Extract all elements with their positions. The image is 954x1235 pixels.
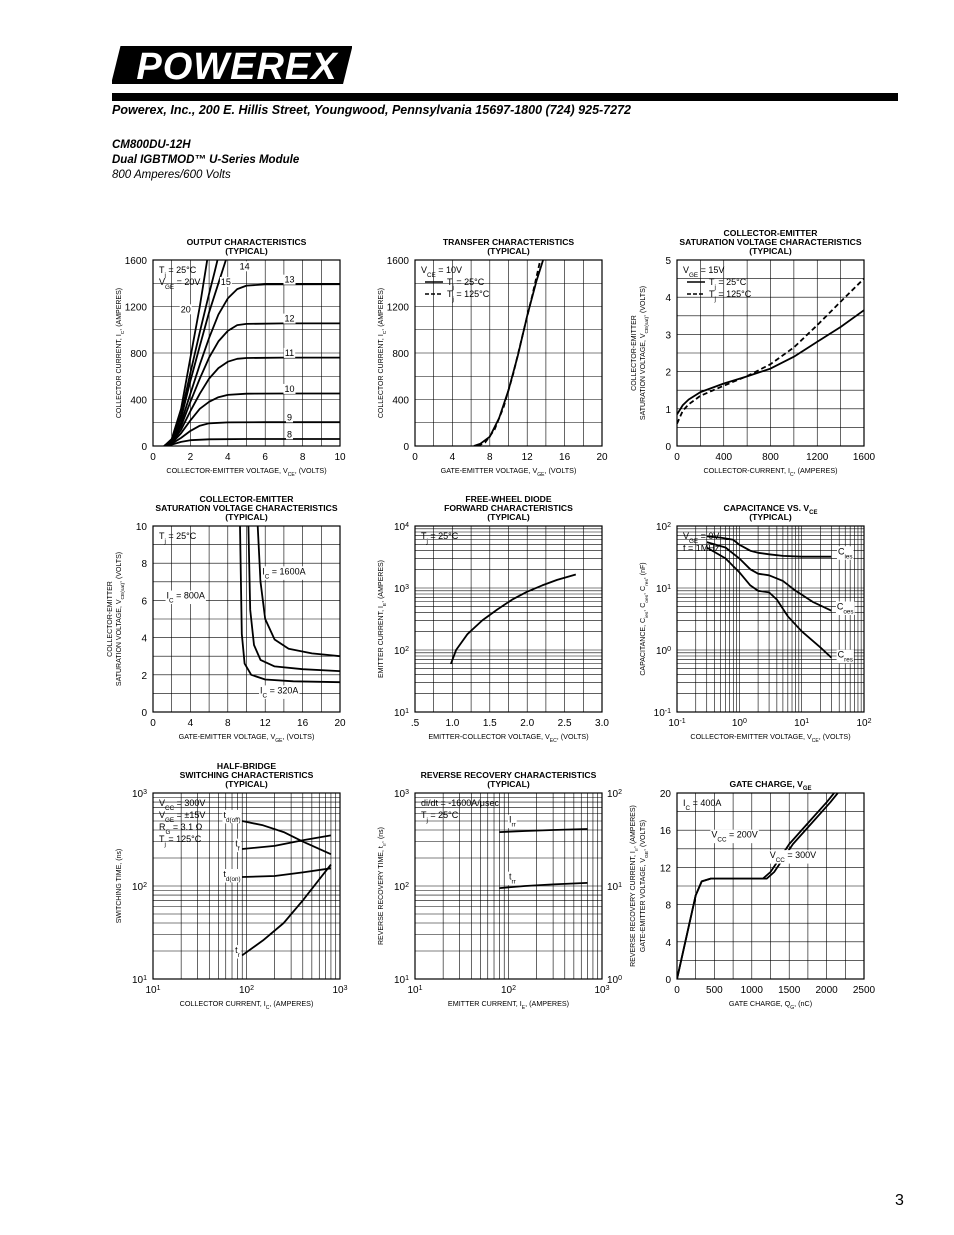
curve-label: $I_C = 1600A$	[262, 566, 306, 580]
y-tick-label: $10^3$	[131, 788, 147, 800]
y-axis-label: COLLECTOR CURRENT, $I_C$, (AMPERES)	[378, 287, 388, 419]
grid	[153, 793, 340, 979]
y-tick-label: $10^3$	[393, 788, 409, 800]
curve-label: $I_C = 320A$	[260, 685, 299, 699]
series-line	[242, 835, 331, 849]
curve-label: $t_{d(on)}$	[223, 868, 241, 883]
y-tick-label: $10^3$	[393, 583, 409, 595]
y-tick-label: 0	[665, 442, 671, 453]
curve-label: $t_r$	[235, 945, 240, 959]
y2-tick-label: $10^1$	[607, 881, 623, 893]
chart-annotation: $T_j = 25^\circ C$	[159, 265, 197, 279]
grid	[153, 526, 340, 712]
chart-title: FREE-WHEEL DIODE	[465, 494, 552, 504]
chart-annotation: f = 1MHz	[683, 543, 720, 553]
x-tick-label: 400	[715, 452, 733, 463]
series-lines	[242, 821, 331, 955]
x-tick-label: 1200	[806, 452, 829, 463]
x-tick-label: $10^1$	[145, 984, 161, 996]
x-tick-label: 800	[762, 452, 779, 463]
y-tick-label: 4	[141, 633, 147, 645]
y-tick-label: $10^2$	[393, 645, 409, 657]
x-axis-label: GATE-EMITTER VOLTAGE, $V_{GE}$, (VOLTS)	[178, 732, 315, 744]
y-tick-label: 0	[403, 442, 409, 453]
y-axis-label: COLLECTOR-EMITTER	[631, 315, 638, 391]
y-tick-label: 1600	[386, 256, 409, 267]
y-axis-label: REVERSE RECOVERY TIME, $t_{rr}$, (ns)	[378, 826, 388, 946]
curve-label: 8	[287, 429, 293, 440]
x-tick-label: 20	[334, 718, 346, 729]
chart-annotation: $V_{GE} = 20V$	[159, 277, 201, 291]
chart-title: COLLECTOR-EMITTER	[723, 228, 818, 238]
y-tick-label: 8	[665, 900, 671, 912]
series-line	[240, 526, 340, 682]
y-tick-label: $10^2$	[655, 521, 671, 533]
y-tick-label: 10	[135, 522, 147, 533]
curve-label: 9	[287, 412, 293, 423]
chart-switching	[116, 761, 348, 1011]
y-axis-label: COLLECTOR CURRENT, $I_C$, (AMPERES)	[116, 287, 126, 419]
chart-title: (TYPICAL)	[749, 512, 792, 522]
y2-tick-label: $10^0$	[607, 974, 623, 986]
legend-label: $T_j = 125^\circ C$	[709, 289, 752, 303]
y-tick-label: 2	[141, 670, 147, 682]
curve-label: 13	[284, 274, 295, 285]
chart-title: SWITCHING CHARACTERISTICS	[179, 770, 314, 780]
y-tick-label: $10^0$	[655, 645, 671, 657]
y-tick-label: 1600	[124, 256, 147, 267]
chart-annotation: di/dt = -1600A/μsec	[421, 798, 499, 808]
x-tick-label: 1000	[740, 985, 763, 996]
y-axis-label: GATE-EMITTER VOLTAGE, $V_{GE}$, (VOLTS)	[640, 819, 650, 953]
x-tick-label: 16	[297, 718, 309, 729]
x-tick-label: $10^2$	[856, 717, 872, 729]
chart-vcesat_ic	[631, 228, 876, 478]
x-axis-label: EMITTER-COLLECTOR VOLTAGE, $V_{EC}$, (VOLTS)	[428, 732, 589, 744]
series-line	[242, 868, 331, 877]
chart-annotation: $V_{GE} = 15V$	[683, 265, 725, 279]
y-tick-label: 1200	[386, 302, 409, 314]
chart-annotation: $V_{CC} = 300V$	[159, 798, 206, 812]
legend-entry	[425, 289, 490, 303]
chart-title: (TYPICAL)	[487, 246, 530, 256]
chart-title: SATURATION VOLTAGE CHARACTERISTICS	[679, 237, 862, 247]
y-axis-label: COLLECTOR-EMITTER	[107, 581, 114, 657]
chart-title: (TYPICAL)	[487, 512, 530, 522]
chart-title: (TYPICAL)	[225, 512, 268, 522]
company-address: Powerex, Inc., 200 E. Hillis Street, Youngwood, Pennsylvania 15697-1800 (724) 925-7272	[112, 103, 631, 117]
chart-title: SATURATION VOLTAGE CHARACTERISTICS	[155, 503, 338, 513]
x-tick-label: 4	[187, 718, 194, 729]
y-tick-label: 400	[130, 395, 147, 407]
product-name: Dual IGBTMOD™ U-Series Module	[112, 154, 300, 166]
y-tick-label: 2	[665, 367, 671, 379]
x-tick-label: $10^2$	[238, 984, 255, 996]
chart-annotation: $T_j = 25^\circ C$	[159, 531, 197, 545]
x-axis-label: GATE-EMITTER VOLTAGE, $V_{GE}$, (VOLTS)	[440, 466, 577, 478]
x-tick-label: $10^3$	[332, 984, 348, 996]
y-axis-label: SATURATION VOLTAGE, $V_{CE(sat)}$, (VOLTS)	[116, 551, 126, 687]
x-tick-label: 0	[150, 452, 156, 463]
page-number: 3	[895, 1192, 904, 1209]
chart-annotation: $V_{GE} = \pm 15V$	[159, 810, 206, 824]
x-tick-label: 0	[150, 718, 156, 729]
chart-title: (TYPICAL)	[225, 246, 268, 256]
curve-label: $C_{ies}$	[837, 546, 853, 560]
curve-label: 15	[220, 276, 231, 287]
x-tick-label: 2	[187, 452, 194, 463]
chart-diode	[378, 494, 609, 744]
grid	[677, 260, 864, 446]
x-tick-label: 12	[521, 452, 533, 463]
y-tick-label: 800	[392, 349, 409, 360]
y-tick-label: $10^2$	[131, 881, 147, 893]
legend-label: $T_j = 25^\circ C$	[447, 277, 485, 291]
x-tick-label: 20	[596, 452, 608, 463]
chart-title: TRANSFER CHARACTERISTICS	[442, 237, 575, 247]
y-axis-label: CAPACITANCE, $C_{ies}$, $C_{oes}$, $C_{res}$, (nF)	[640, 562, 650, 676]
y2-tick-label: $10^2$	[607, 788, 623, 800]
curve-label: $I_{rr}$	[509, 814, 516, 829]
curve-label: 14	[239, 261, 250, 272]
chart-annotation: $T_j = 25^\circ C$	[421, 531, 459, 545]
y2-axis-label: REVERSE RECOVERY CURRENT, $I_{rr}$, (AMPERES)	[630, 805, 640, 967]
x-tick-label: 3.0	[595, 718, 609, 729]
curve-label: $C_{res}$	[837, 649, 853, 664]
x-tick-label: 4	[225, 452, 231, 463]
y-tick-label: 400	[392, 395, 409, 407]
y-axis-label: SWITCHING TIME, (ns)	[116, 848, 123, 924]
y-tick-label: 6	[141, 596, 147, 608]
x-tick-label: 8	[225, 718, 231, 729]
x-tick-label: .5	[410, 718, 420, 729]
curve-label: $V_{CC} = 300V$	[769, 850, 817, 864]
y-tick-label: $10^{-1}$	[653, 707, 671, 719]
legend-label: $T_j = 25^\circ C$	[709, 277, 747, 291]
x-tick-label: 6	[262, 452, 268, 463]
grid	[415, 260, 602, 446]
y-tick-label: $10^1$	[131, 974, 147, 986]
curve-label: 11	[284, 347, 295, 358]
chart-title: REVERSE RECOVERY CHARACTERISTICS	[420, 770, 597, 780]
y-tick-label: $10^1$	[655, 583, 671, 595]
x-axis-label: COLLECTOR-EMITTER VOLTAGE, $V_{CE}$, (VOLTS)	[690, 732, 851, 744]
x-tick-label: 2.5	[557, 718, 572, 729]
x-tick-label: $10^{-1}$	[668, 717, 686, 729]
x-tick-label: 1.0	[445, 718, 460, 729]
chart-title: FORWARD CHARACTERISTICS	[444, 503, 573, 513]
chart-vcesat_vge	[107, 494, 346, 744]
y-tick-label: 1	[665, 404, 671, 416]
curve-label: $C_{oes}$	[836, 601, 854, 616]
series-line	[258, 526, 340, 656]
y-tick-label: 3	[665, 330, 671, 342]
chart-output	[116, 237, 346, 478]
chart-annotation: $T_j = 125^\circ C$	[159, 834, 202, 848]
x-tick-label: 8	[299, 452, 306, 463]
chart-annotation: $T_j = 25^\circ C$	[421, 810, 459, 824]
x-tick-label: 10	[334, 452, 346, 463]
legend-entry	[687, 289, 752, 303]
curve-label: 10	[284, 383, 295, 394]
x-tick-label: 1600	[852, 452, 876, 463]
curve-label: $V_{CC} = 200V$	[711, 829, 758, 844]
chart-title: COLLECTOR-EMITTER	[199, 494, 294, 504]
y-tick-label: 1200	[124, 302, 147, 314]
y-axis-label: EMITTER CURRENT, $I_E$, (AMPERES)	[378, 559, 388, 679]
x-tick-label: 0	[412, 452, 418, 463]
y-axis-label: SATURATION VOLTAGE, $V_{CE(sat)}$, (VOLTS)	[640, 285, 650, 421]
x-tick-label: $10^2$	[500, 984, 517, 996]
curve-label: $t_{d(off)}$	[223, 809, 241, 824]
x-tick-label: 500	[706, 985, 723, 996]
series-line	[499, 829, 587, 832]
x-axis-label: COLLECTOR-CURRENT, $I_C$, (AMPERES)	[703, 466, 838, 478]
x-tick-label: 1.5	[482, 718, 497, 729]
x-tick-label: 16	[559, 452, 571, 463]
svg-text:POWEREX: POWEREX	[136, 46, 338, 88]
x-tick-label: 2.0	[520, 718, 535, 729]
chart-title: (TYPICAL)	[487, 779, 530, 789]
chart-annotation: $R_G = 3.1$ Ω	[159, 822, 203, 836]
x-tick-label: $10^1$	[407, 984, 423, 996]
grid	[677, 793, 864, 979]
chart-capacitance	[640, 503, 872, 744]
x-axis-label: COLLECTOR-EMITTER VOLTAGE, $V_{CE}$, (VOLTS)	[166, 466, 327, 478]
x-tick-label: 8	[487, 452, 493, 463]
x-axis-label: GATE CHARGE, $Q_G$, (nC)	[728, 999, 813, 1011]
chart-title: HALF-BRIDGE	[216, 761, 277, 771]
y-tick-label: 16	[659, 826, 671, 838]
chart-annotation: $V_{GE} = 0V$	[683, 531, 720, 545]
y-tick-label: 0	[665, 975, 671, 986]
chart-reverse_recovery	[378, 770, 640, 1011]
y-tick-label: 4	[665, 937, 671, 949]
x-axis-label: EMITTER CURRENT, $I_E$, (AMPERES)	[447, 999, 570, 1011]
x-axis-label: COLLECTOR CURRENT, $I_C$, (AMPERES)	[179, 999, 314, 1011]
y-tick-label: $10^4$	[393, 521, 409, 533]
y-tick-label: $10^2$	[393, 881, 409, 893]
curve-label: 12	[284, 313, 295, 324]
x-tick-label: 12	[259, 718, 271, 729]
curve-label: 20	[180, 304, 191, 315]
x-tick-label: $10^1$	[794, 717, 810, 729]
curve-label: $t_f$	[235, 838, 240, 853]
y-tick-label: 0	[141, 708, 147, 719]
x-tick-label: 1500	[778, 985, 801, 996]
x-tick-label: $10^3$	[594, 984, 610, 996]
y-tick-label: 800	[130, 349, 147, 360]
chart-annotation: $V_{CE} = 10V$	[421, 265, 463, 279]
chart-title: GATE CHARGE, $V_{GE}$	[729, 779, 812, 792]
curve-label: $I_C = 800A$	[166, 590, 205, 605]
series-lines	[240, 526, 340, 682]
y-tick-label: 8	[141, 559, 147, 571]
chart-gate_charge	[640, 779, 876, 1011]
x-tick-label: 2500	[852, 985, 876, 996]
curve-label: $t_{rr}$	[509, 871, 516, 886]
chart-title: (TYPICAL)	[749, 246, 792, 256]
x-tick-label: 0	[674, 985, 680, 996]
x-tick-label: $10^0$	[731, 717, 747, 729]
part-number: CM800DU-12H	[112, 139, 191, 151]
y-tick-label: $10^1$	[393, 974, 409, 986]
series-line	[242, 865, 331, 956]
rating: 800 Amperes/600 Volts	[112, 169, 231, 181]
chart-title: CAPACITANCE VS. $V_{CE}$	[723, 503, 818, 516]
chart-title: OUTPUT CHARACTERISTICS	[186, 237, 307, 247]
chart-title: (TYPICAL)	[225, 779, 268, 789]
chart-transfer	[378, 237, 608, 478]
y-tick-label: 0	[141, 442, 147, 453]
grid	[415, 526, 602, 712]
y-tick-label: 4	[665, 293, 671, 305]
x-tick-label: 2000	[815, 985, 838, 996]
y-tick-label: 20	[659, 789, 671, 800]
legend-label: $T_j = 125^\circ C$	[447, 289, 490, 303]
y-tick-label: 12	[659, 863, 671, 875]
y-tick-label: 5	[665, 256, 671, 267]
x-tick-label: 0	[674, 452, 680, 463]
x-tick-label: 4	[449, 452, 456, 463]
y-tick-label: $10^1$	[393, 707, 409, 719]
chart-annotation: $I_C = 400A$	[683, 798, 722, 812]
